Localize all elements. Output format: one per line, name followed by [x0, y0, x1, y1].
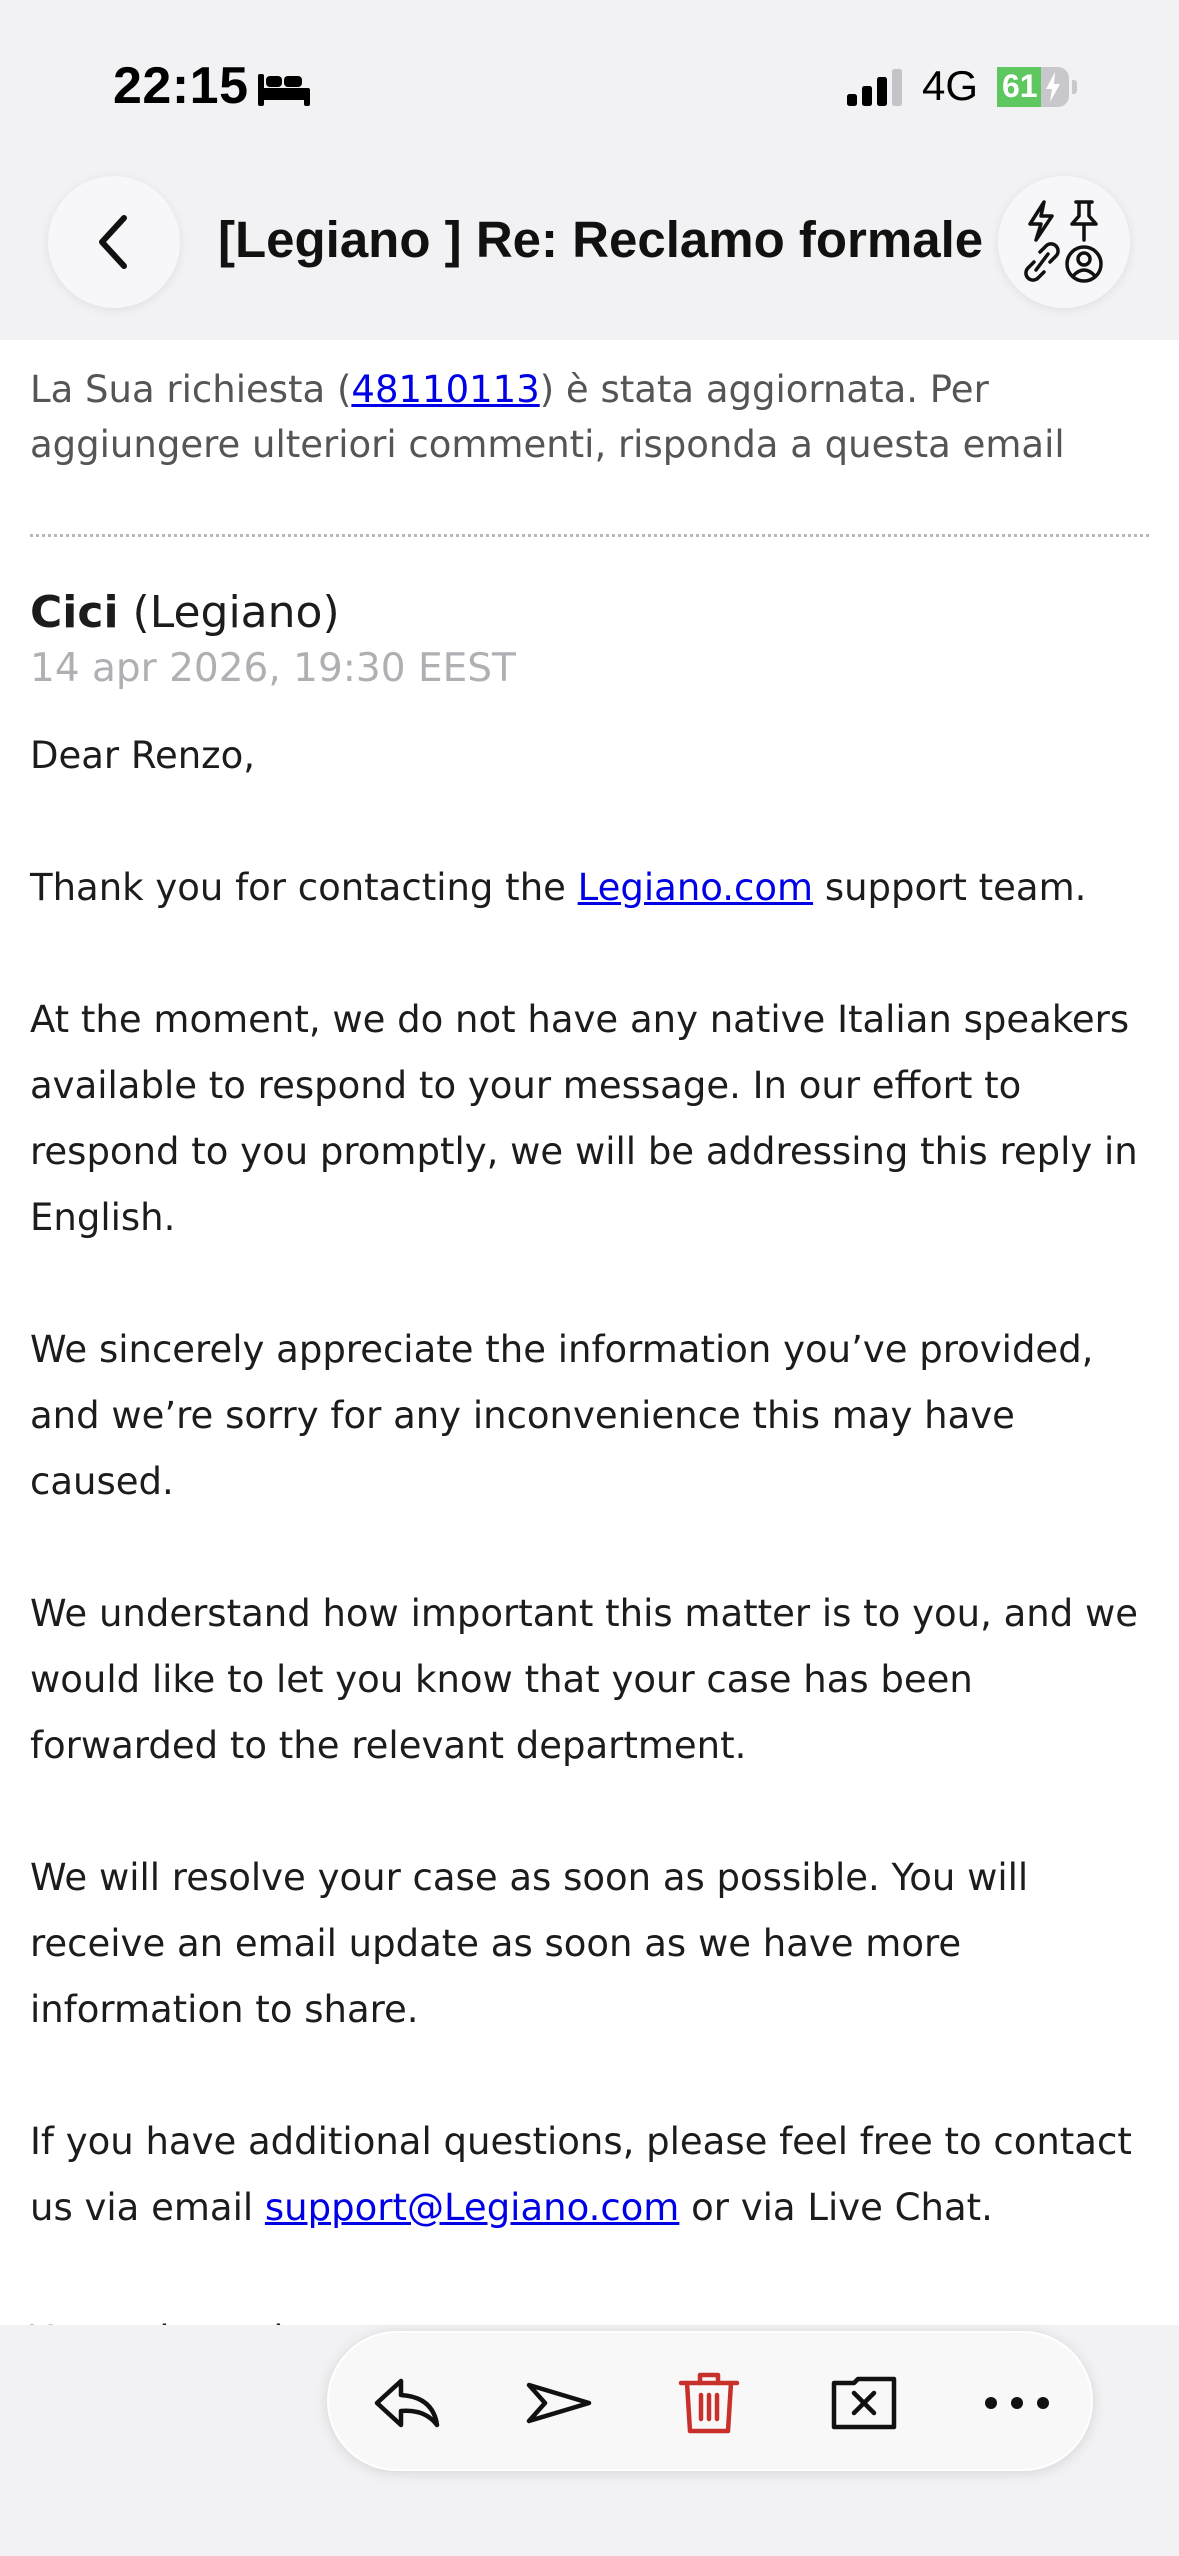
sent-date: 14 apr 2026, 19:30 EEST: [30, 646, 516, 691]
sender-name: Cici: [30, 587, 119, 638]
quick-actions-icon: [1014, 192, 1114, 292]
ticket-number-link[interactable]: 48110113: [351, 368, 540, 411]
sender[interactable]: [30, 587, 1149, 638]
charging-bolt-icon: [1043, 71, 1063, 103]
support-email-link[interactable]: support@Legiano.com: [264, 2186, 680, 2229]
more-icon: [981, 2393, 1053, 2413]
link-icon: [1026, 244, 1058, 280]
battery-percent: 61: [1002, 68, 1038, 104]
paragraph: We will resolve your case as soon as possible. You will receive an email update as soon as we have more information to share.: [30, 1856, 1029, 2031]
pin-icon: [1072, 202, 1096, 240]
network-type: 4G: [922, 62, 979, 109]
message-text: [30, 723, 1160, 2373]
bed-icon: [256, 70, 312, 110]
chevron-left-icon: [90, 212, 138, 272]
quick-actions-button[interactable]: [998, 176, 1130, 308]
paragraph: At the moment, we do not have any native Italian speakers available to respond to your message. In our effort to respond to you promptly, we will be addressing this reply in English.: [30, 998, 1138, 1239]
divider: [30, 534, 1149, 537]
trash-icon: [677, 2369, 741, 2437]
paragraph: Thank you for contacting the Legiano.com support team.: [30, 866, 1087, 909]
delete-button[interactable]: [669, 2363, 749, 2443]
sender-org: (Legiano): [132, 587, 340, 638]
lightning-icon: [1030, 202, 1052, 240]
email-body: [0, 340, 1179, 2325]
back-button[interactable]: [48, 176, 180, 308]
battery-indicator: [997, 67, 1073, 107]
greeting: Dear Renzo,: [30, 734, 255, 777]
archive-button[interactable]: [824, 2363, 904, 2443]
contact-icon: [1067, 247, 1101, 281]
forward-button[interactable]: [519, 2363, 599, 2443]
forward-icon: [523, 2373, 595, 2433]
email-subject-title: [Legiano ] Re: Reclamo formale: [218, 211, 984, 268]
paragraph: If you have additional questions, please feel free to contact us via email support@Legiano.com or via Live Chat.: [30, 2120, 1132, 2229]
signal-bars-icon: [845, 68, 905, 108]
reply-icon: [371, 2373, 443, 2433]
ticket-update-notice: La Sua richiesta (48110113) è stata aggiornata. Per aggiungere ulteriori commenti, risponda a questa email: [30, 368, 1065, 466]
paragraph: We sincerely appreciate the information you’ve provided, and we’re sorry for any inconvenience this may have caused.: [30, 1328, 1094, 1503]
top-bar: [0, 0, 1179, 340]
reply-button[interactable]: [367, 2363, 447, 2443]
email-action-toolbar: [327, 2331, 1093, 2471]
legiano-link[interactable]: Legiano.com: [577, 866, 814, 909]
more-button[interactable]: [977, 2363, 1057, 2443]
paragraph: We understand how important this matter is to you, and we would like to let you know that your case has been forwarded to the relevant department.: [30, 1592, 1138, 1767]
archive-icon: [828, 2373, 900, 2433]
status-time: 22:15: [113, 57, 249, 115]
